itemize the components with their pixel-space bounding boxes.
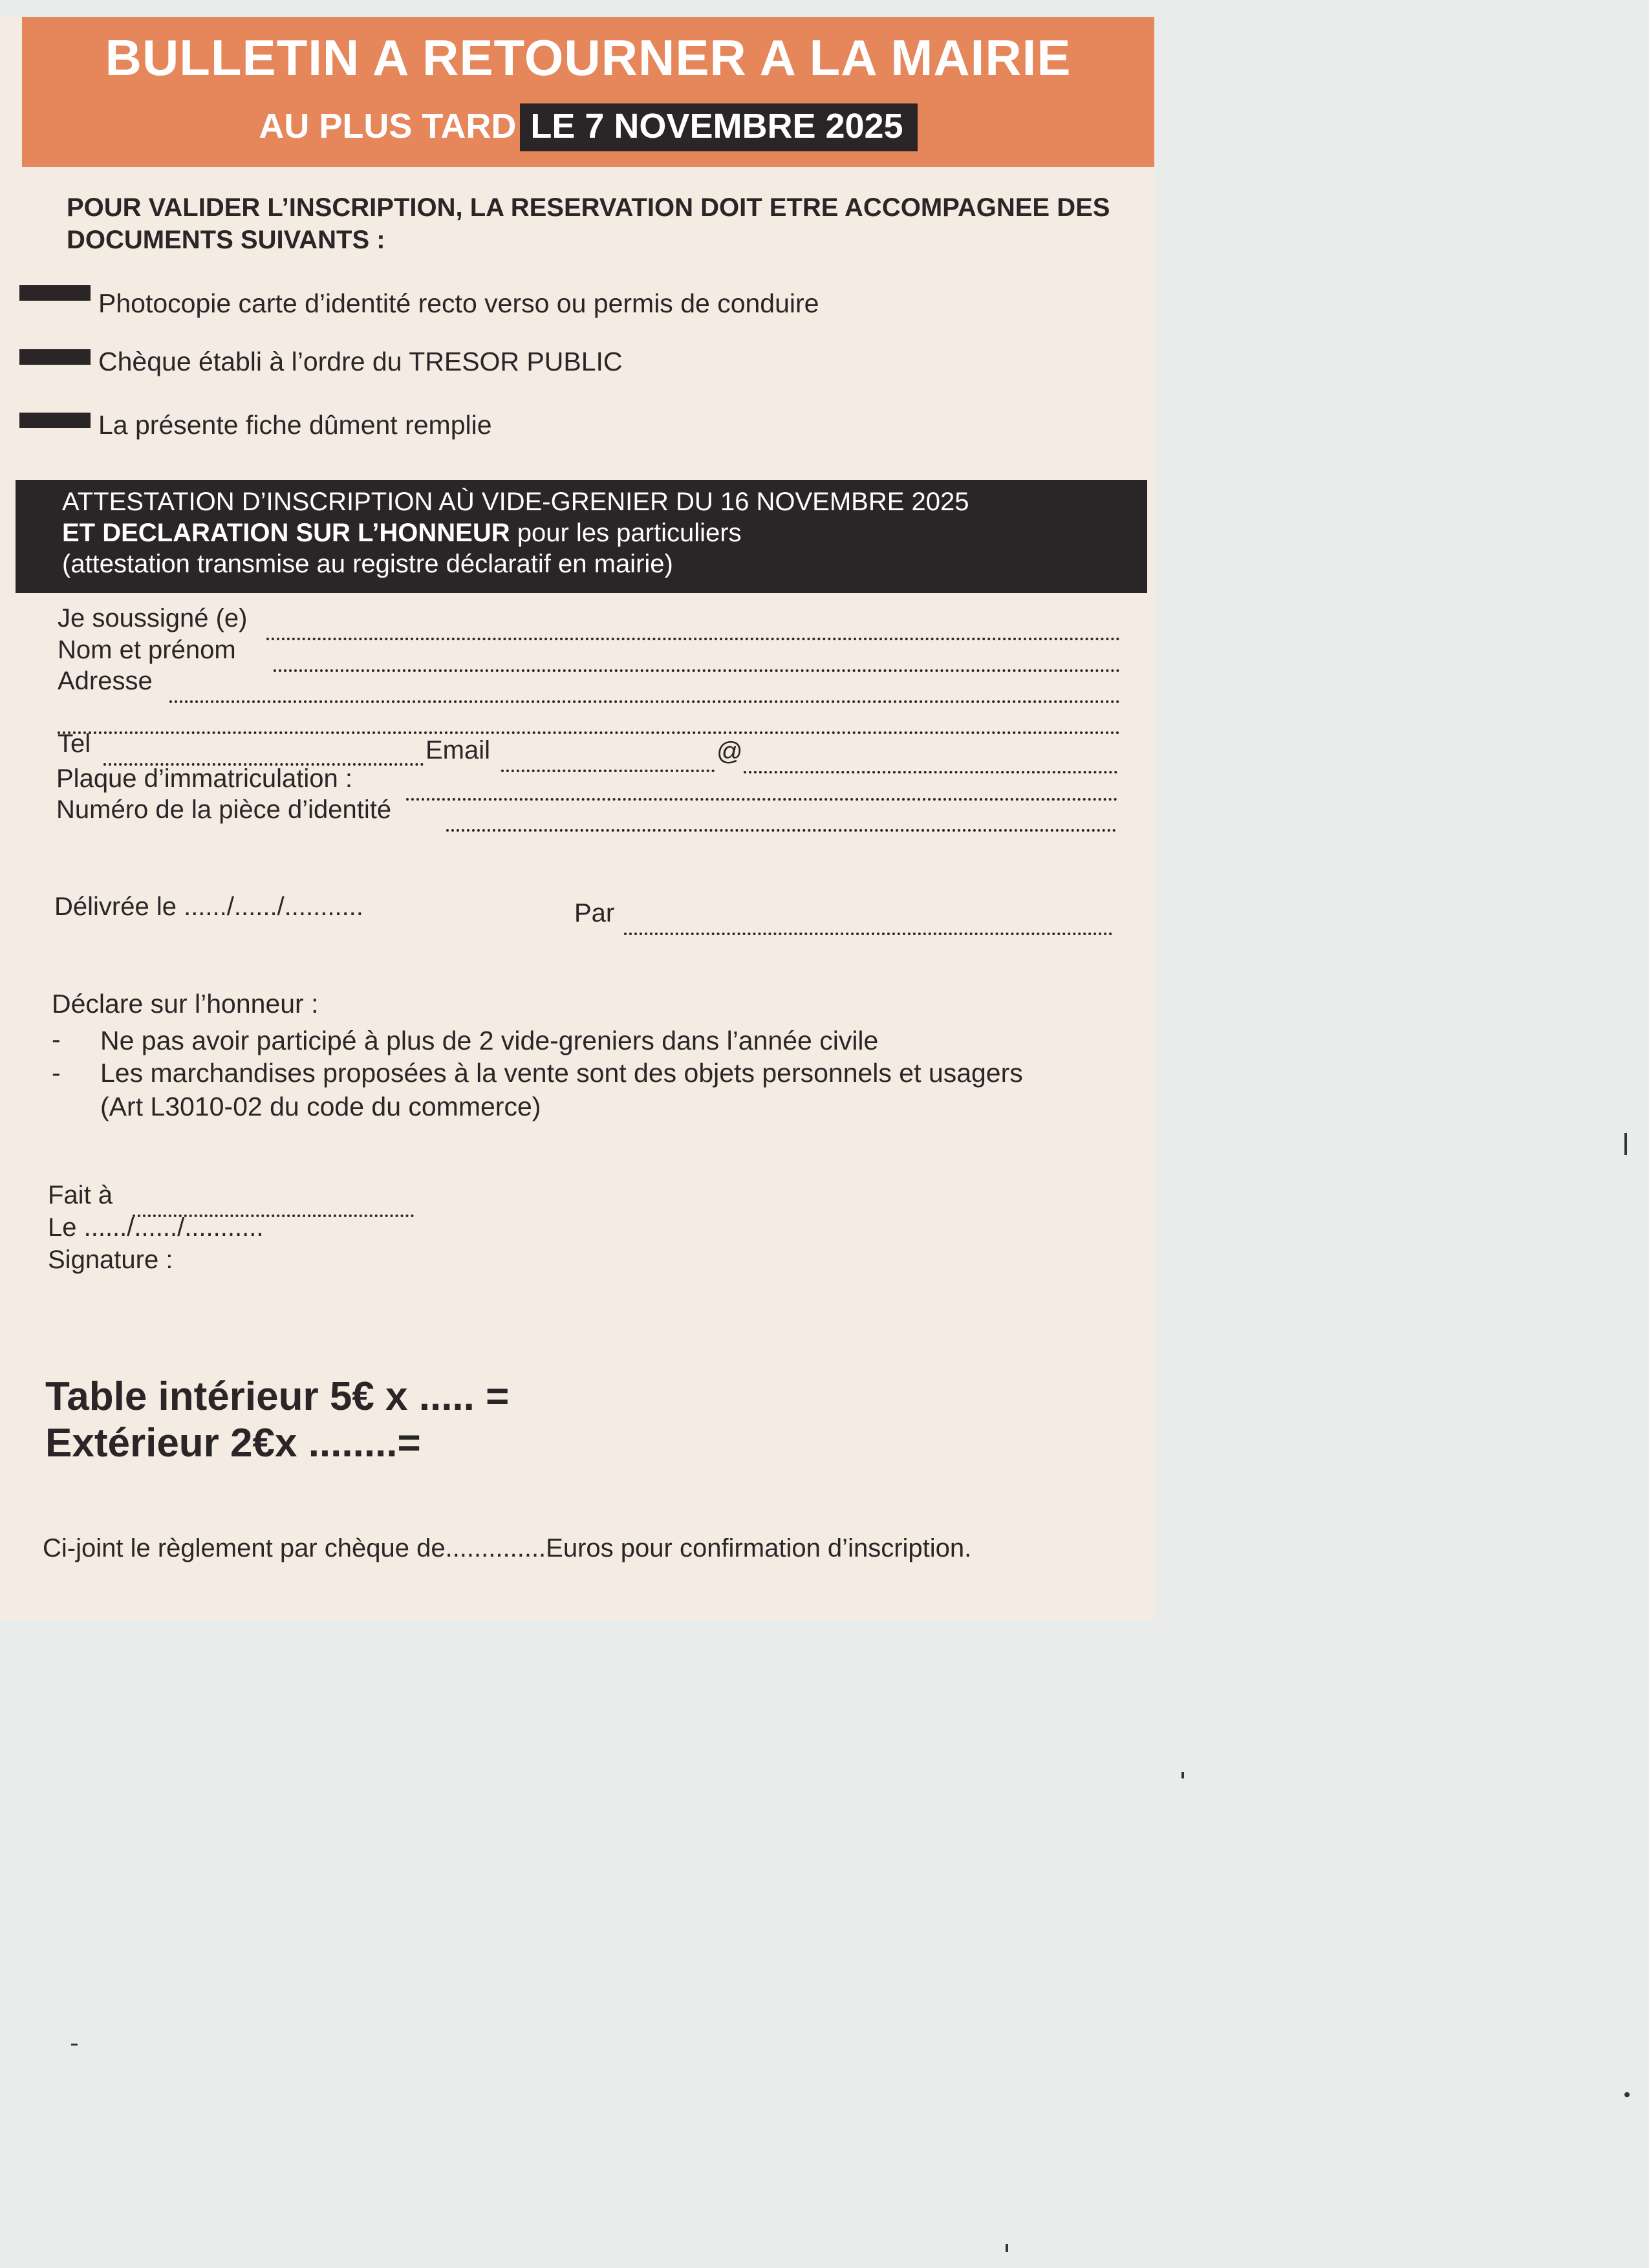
fill-line-piece[interactable] [446,829,1116,832]
document-item-form: La présente fiche dûment remplie [98,410,492,440]
field-label-at: @ [717,737,743,766]
document-item-cheque: Chèque établi à l’ordre du TRESOR PUBLIC [98,347,623,376]
signature-date: Le ....../....../........... [48,1213,264,1242]
footer-after: Euros pour confirmation d’inscription. [546,1534,972,1562]
fill-line-plaque[interactable] [406,798,1117,801]
footer-dots[interactable]: .............. [445,1534,546,1562]
fill-line-email-domain[interactable] [744,771,1117,773]
scan-speck [1624,2092,1630,2097]
field-label-nom: Nom et prénom [58,636,236,664]
declaration-item-2: Les marchandises proposées à la vente sont des objets personnels et usagers [100,1058,1023,1088]
header-title: BULLETIN A RETOURNER A LA MAIRIE [105,29,1072,86]
field-label-adresse: Adresse [58,667,153,695]
field-label-soussigne: Je soussigné (e) [58,604,248,632]
price-exterieur: Extérieur 2€x ........= [45,1421,421,1465]
attestation-line-2 [62,519,742,548]
attestation-line-2-bold: ET DECLARATION SUR L’HONNEUR [62,519,510,547]
document-bullet-bar [19,413,91,428]
document-bullet-bar [19,349,91,365]
price-table-interieur: Table intérieur 5€ x ..... = [45,1374,510,1419]
document-item-id: Photocopie carte d’identité recto verso ou permis de conduire [98,288,819,318]
scan-speck [1006,2244,1008,2252]
field-label-plaque: Plaque d’immatriculation : [56,764,352,793]
field-label-par: Par [574,899,615,927]
field-label-piece: Numéro de la pièce d’identité [56,795,392,824]
attestation-line-2-rest: pour les particuliers [510,519,742,547]
signature-fait-a: Fait à [48,1181,113,1209]
declaration-item-1: Ne pas avoir participé à plus de 2 vide-greniers dans l’année civile [100,1026,879,1055]
deadline-date: LE 7 NOVEMBRE 2025 [520,103,917,151]
declaration-dash: - [52,1024,61,1054]
footer-payment-line [43,1534,971,1563]
declaration-item-2-note: (Art L3010-02 du code du commerce) [100,1092,541,1121]
header-banner [22,17,1154,167]
declaration-dash: - [52,1058,61,1088]
footer-before: Ci-joint le règlement par chèque de [43,1534,446,1562]
scan-speck [71,2044,78,2046]
scan-speck [1181,1772,1184,1778]
intro-text: POUR VALIDER L’INSCRIPTION, LA RESERVATION DOIT ETRE ACCOMPAGNEE DES DOCUMENTS SUIVANTS : [67,193,1110,254]
fill-line-adresse[interactable] [169,700,1120,703]
attestation-banner [16,480,1147,593]
field-label-email: Email [426,736,491,764]
fill-line-soussigne[interactable] [266,638,1120,640]
fill-line-email-user[interactable] [501,770,715,772]
fill-line-par[interactable] [624,933,1112,935]
scan-speck [1624,1133,1627,1155]
fill-line-nom[interactable] [274,669,1120,672]
deadline-prefix: AU PLUS TARD [259,107,517,146]
signature-label: Signature : [48,1246,173,1274]
fill-line-adresse-2[interactable] [58,731,1120,734]
attestation-line-1: ATTESTATION D’INSCRIPTION AÙ VIDE-GRENIER DU 16 NOVEMBRE 2025 [62,488,969,516]
field-label-delivree: Délivrée le ....../....../........... [54,892,363,921]
header-deadline-line [22,103,1154,151]
registration-flyer [0,17,1154,1621]
attestation-line-3: (attestation transmise au registre déclaratif en mairie) [62,550,673,578]
field-label-tel: Tel [58,729,91,758]
document-bullet-bar [19,285,91,301]
declaration-heading: Déclare sur l’honneur : [52,989,319,1019]
